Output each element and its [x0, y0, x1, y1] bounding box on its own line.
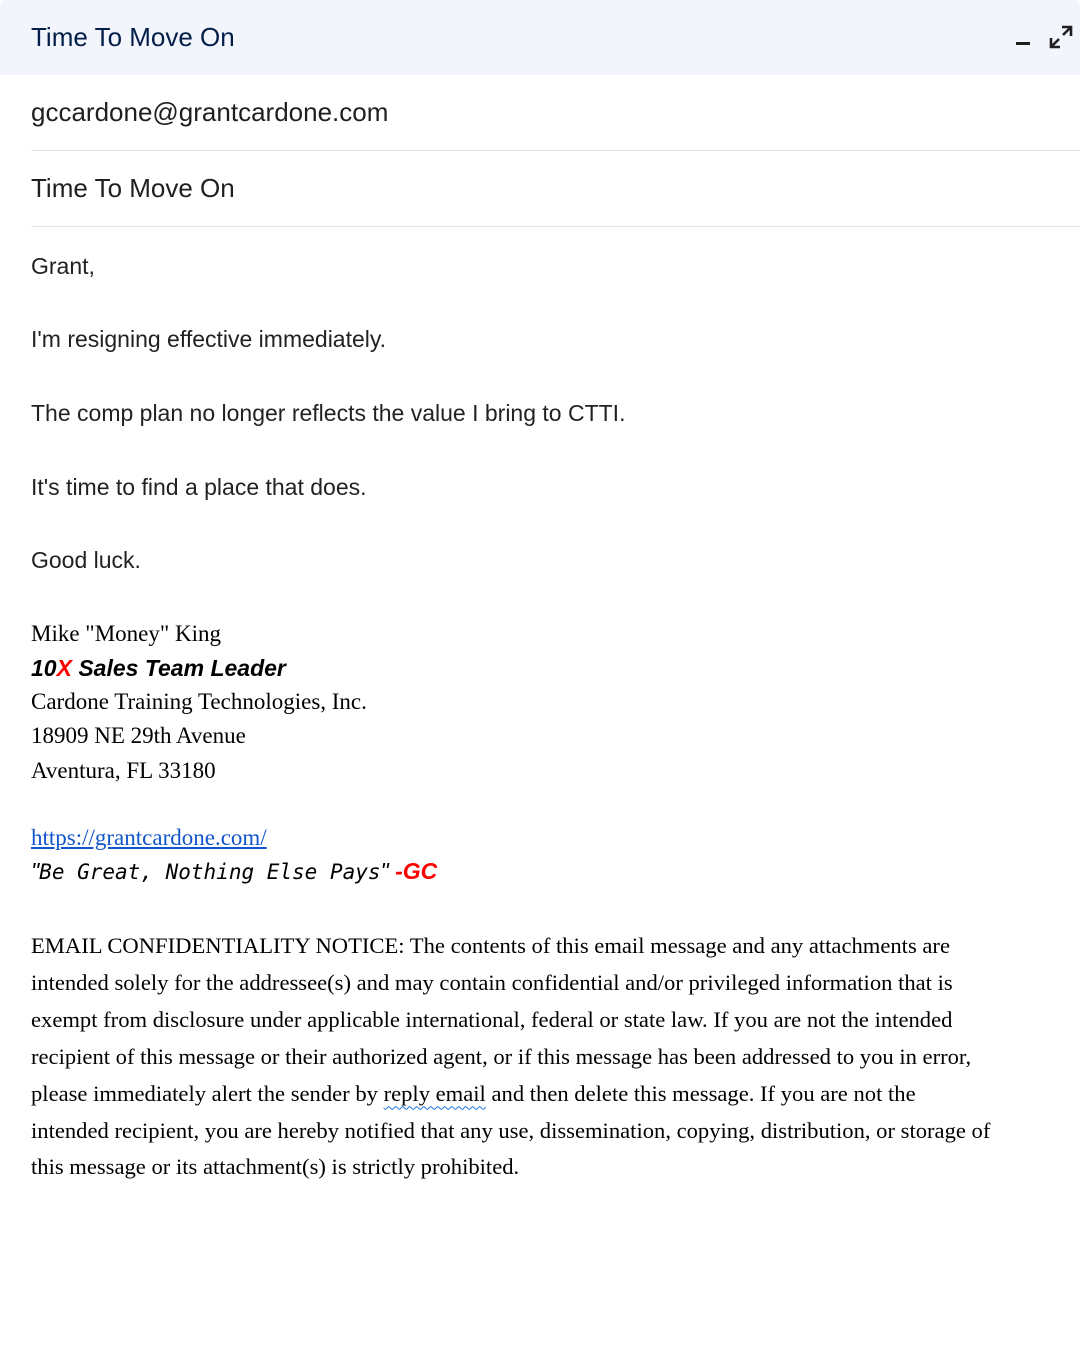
- subject-field[interactable]: [31, 151, 1080, 227]
- to-field[interactable]: [31, 75, 1080, 151]
- notice-line: recipient of this message or their authorized agent, or if this message has been addressed to you in error,: [31, 1043, 972, 1069]
- body-line-find-place: It's time to find a place that does.: [31, 474, 367, 500]
- spellcheck-flag[interactable]: reply email: [383, 1080, 486, 1106]
- quote-author: -GC: [395, 858, 438, 884]
- title-rest: Sales Team Leader: [71, 655, 286, 681]
- quote-text: Be Great, Nothing Else Pays: [39, 860, 381, 884]
- subject-text[interactable]: Time To Move On: [31, 173, 235, 203]
- signature-company: Cardone Training Technologies, Inc.: [31, 689, 367, 714]
- minimize-icon[interactable]: [1008, 22, 1038, 52]
- website-link[interactable]: https://grantcardone.com/: [31, 825, 267, 850]
- signature-title: [31, 653, 286, 683]
- compose-title: Time To Move On: [31, 22, 235, 52]
- signature-quote: [31, 856, 437, 887]
- compose-titlebar[interactable]: [0, 0, 1080, 75]
- closing: Good luck.: [31, 547, 141, 573]
- notice-line: intended recipient, you are hereby notified that any use, dissemination, copying, distribution, or storage of: [31, 1117, 991, 1143]
- recipient-address[interactable]: gccardone@grantcardone.com: [31, 97, 389, 127]
- notice-line: intended solely for the addressee(s) and may contain confidential and/or privileged information that is: [31, 969, 953, 995]
- notice-line: exempt from disclosure under applicable international, federal or state law. If you are not the intended: [31, 1006, 953, 1032]
- notice-line: EMAIL CONFIDENTIALITY NOTICE: The contents of this email message and any attachments are: [31, 933, 950, 958]
- signature-name: Mike "Money" King: [31, 621, 221, 646]
- confidentiality-notice: [31, 928, 1080, 1186]
- title-prefix: 10: [31, 655, 57, 681]
- body-line-comp-plan: The comp plan no longer reflects the value I bring to CTTI.: [31, 400, 626, 426]
- notice-text: and then delete this message. If you are not the: [485, 1080, 916, 1106]
- notice-line: [31, 1076, 1080, 1113]
- signature-address-line1: 18909 NE 29th Avenue: [31, 723, 246, 748]
- body-line-resign: I'm resigning effective immediately.: [31, 326, 387, 352]
- notice-text: please immediately alert the sender by: [31, 1080, 384, 1106]
- quote-open: ": [31, 858, 40, 884]
- expand-icon[interactable]: [1046, 22, 1076, 52]
- title-x: X: [56, 655, 72, 681]
- quote-close: ": [380, 858, 396, 884]
- signature-address-line2: Aventura, FL 33180: [31, 758, 216, 783]
- greeting: Grant,: [31, 253, 95, 279]
- notice-line: this message or its attachment(s) is strictly prohibited.: [31, 1154, 520, 1180]
